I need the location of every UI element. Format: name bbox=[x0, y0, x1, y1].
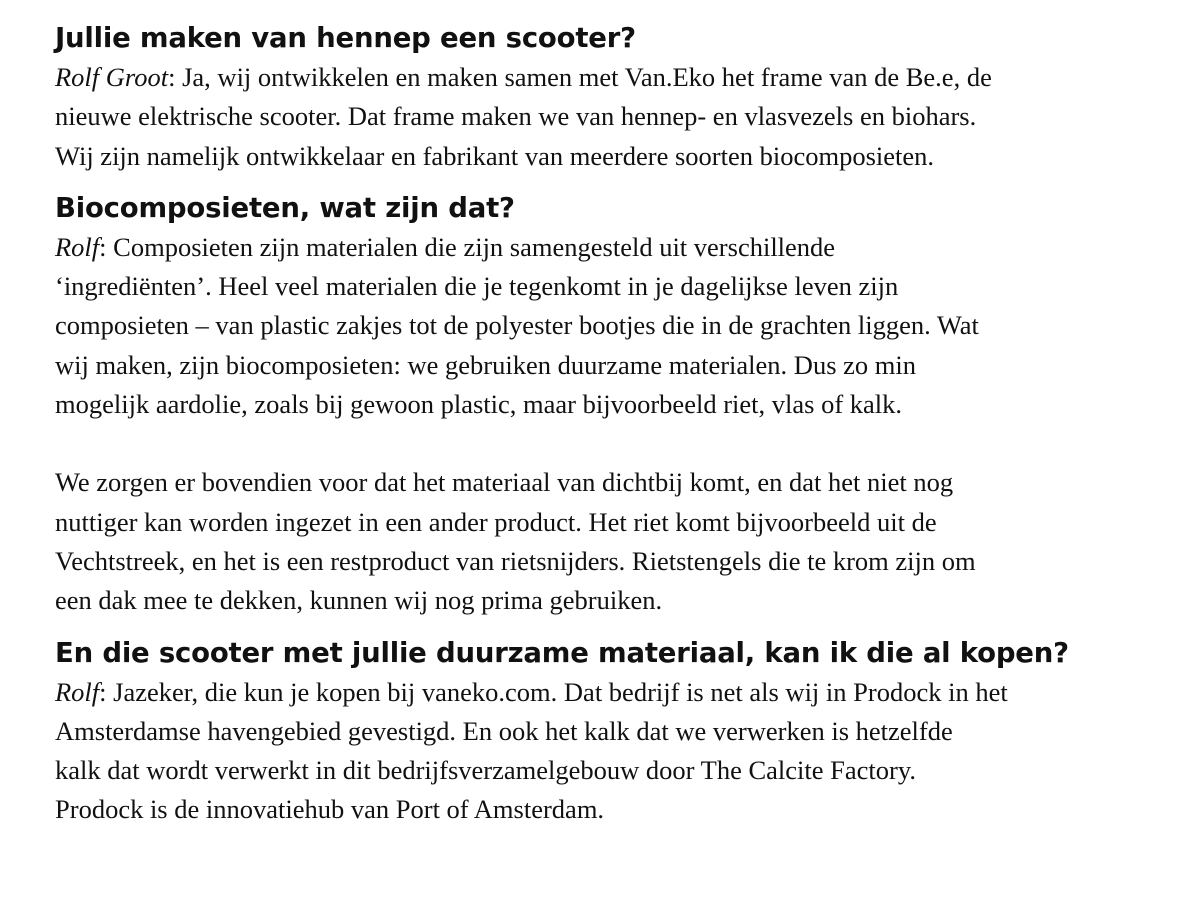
text-line-content: : Composieten zijn materialen die zijn samengesteld uit verschillende bbox=[99, 231, 836, 262]
text-line: Amsterdamse havengebied gevestigd. En ook het kalk dat we verwerken is hetzelfde bbox=[55, 715, 953, 746]
text-line: Prodock is de innovatiehub van Port of Amsterdam. bbox=[55, 794, 605, 825]
section-heading: Jullie maken van hennep een scooter? bbox=[55, 22, 636, 54]
speaker-name: Rolf Groot bbox=[55, 62, 169, 92]
text-line bbox=[55, 228, 1175, 267]
text-line-content: : Jazeker, die kun je kopen bij vaneko.com. Dat bedrijf is net als wij in Prodock in het bbox=[99, 676, 1008, 707]
article bbox=[55, 18, 1175, 830]
answer-paragraph bbox=[55, 58, 1175, 176]
text-line: nuttiger kan worden ingezet in een ander product. Het riet komt bijvoorbeeld uit de bbox=[55, 506, 937, 537]
text-line: We zorgen er bovendien voor dat het materiaal van dichtbij komt, en dat het niet nog bbox=[55, 467, 954, 498]
text-line: wij maken, zijn biocomposieten: we gebruiken duurzame materialen. Dus zo min bbox=[55, 349, 916, 380]
section-heading: Biocomposieten, wat zijn dat? bbox=[55, 191, 515, 224]
text-line: mogelijk aardolie, zoals bij gewoon plastic, maar bijvoorbeeld riet, vlas of kalk. bbox=[55, 389, 903, 420]
text-line: Vechtstreek, en het is een restproduct van rietsnijders. Rietstengels die te krom zijn om bbox=[55, 545, 976, 576]
text-line: composieten – van plastic zakjes tot de polyester bootjes die in de grachten liggen. Wat bbox=[55, 310, 979, 341]
section-heading: En die scooter met jullie duurzame materiaal, kan ik die al kopen? bbox=[55, 636, 1069, 669]
section-spacer bbox=[55, 176, 1175, 188]
paragraph-spacer bbox=[55, 424, 1175, 463]
text-line: een dak mee te dekken, kunnen wij nog prima gebruiken. bbox=[55, 585, 663, 616]
text-line bbox=[55, 673, 1175, 712]
speaker-name: Rolf bbox=[55, 676, 100, 707]
text-line: ‘ingrediënten’. Heel veel materialen die je tegenkomt in je dagelijkse leven zijn bbox=[55, 271, 899, 302]
section-spacer bbox=[55, 621, 1175, 633]
text-line: nieuwe elektrische scooter. Dat frame maken we van hennep- en vlasvezels en biohars. bbox=[55, 101, 977, 132]
answer-paragraph bbox=[55, 673, 1175, 830]
speaker-name: Rolf bbox=[55, 231, 100, 262]
answer-paragraph bbox=[55, 228, 1175, 424]
body-paragraph bbox=[55, 463, 1175, 620]
text-line: kalk dat wordt verwerkt in dit bedrijfsverzamelgebouw door The Calcite Factory. bbox=[55, 755, 916, 786]
text-line-content: : Ja, wij ontwikkelen en maken samen met Van.Eko het frame van de Be.e, de bbox=[168, 62, 992, 92]
text-line: Wij zijn namelijk ontwikkelaar en fabrikant van meerdere soorten biocomposieten. bbox=[55, 140, 935, 171]
text-line bbox=[55, 58, 1175, 97]
